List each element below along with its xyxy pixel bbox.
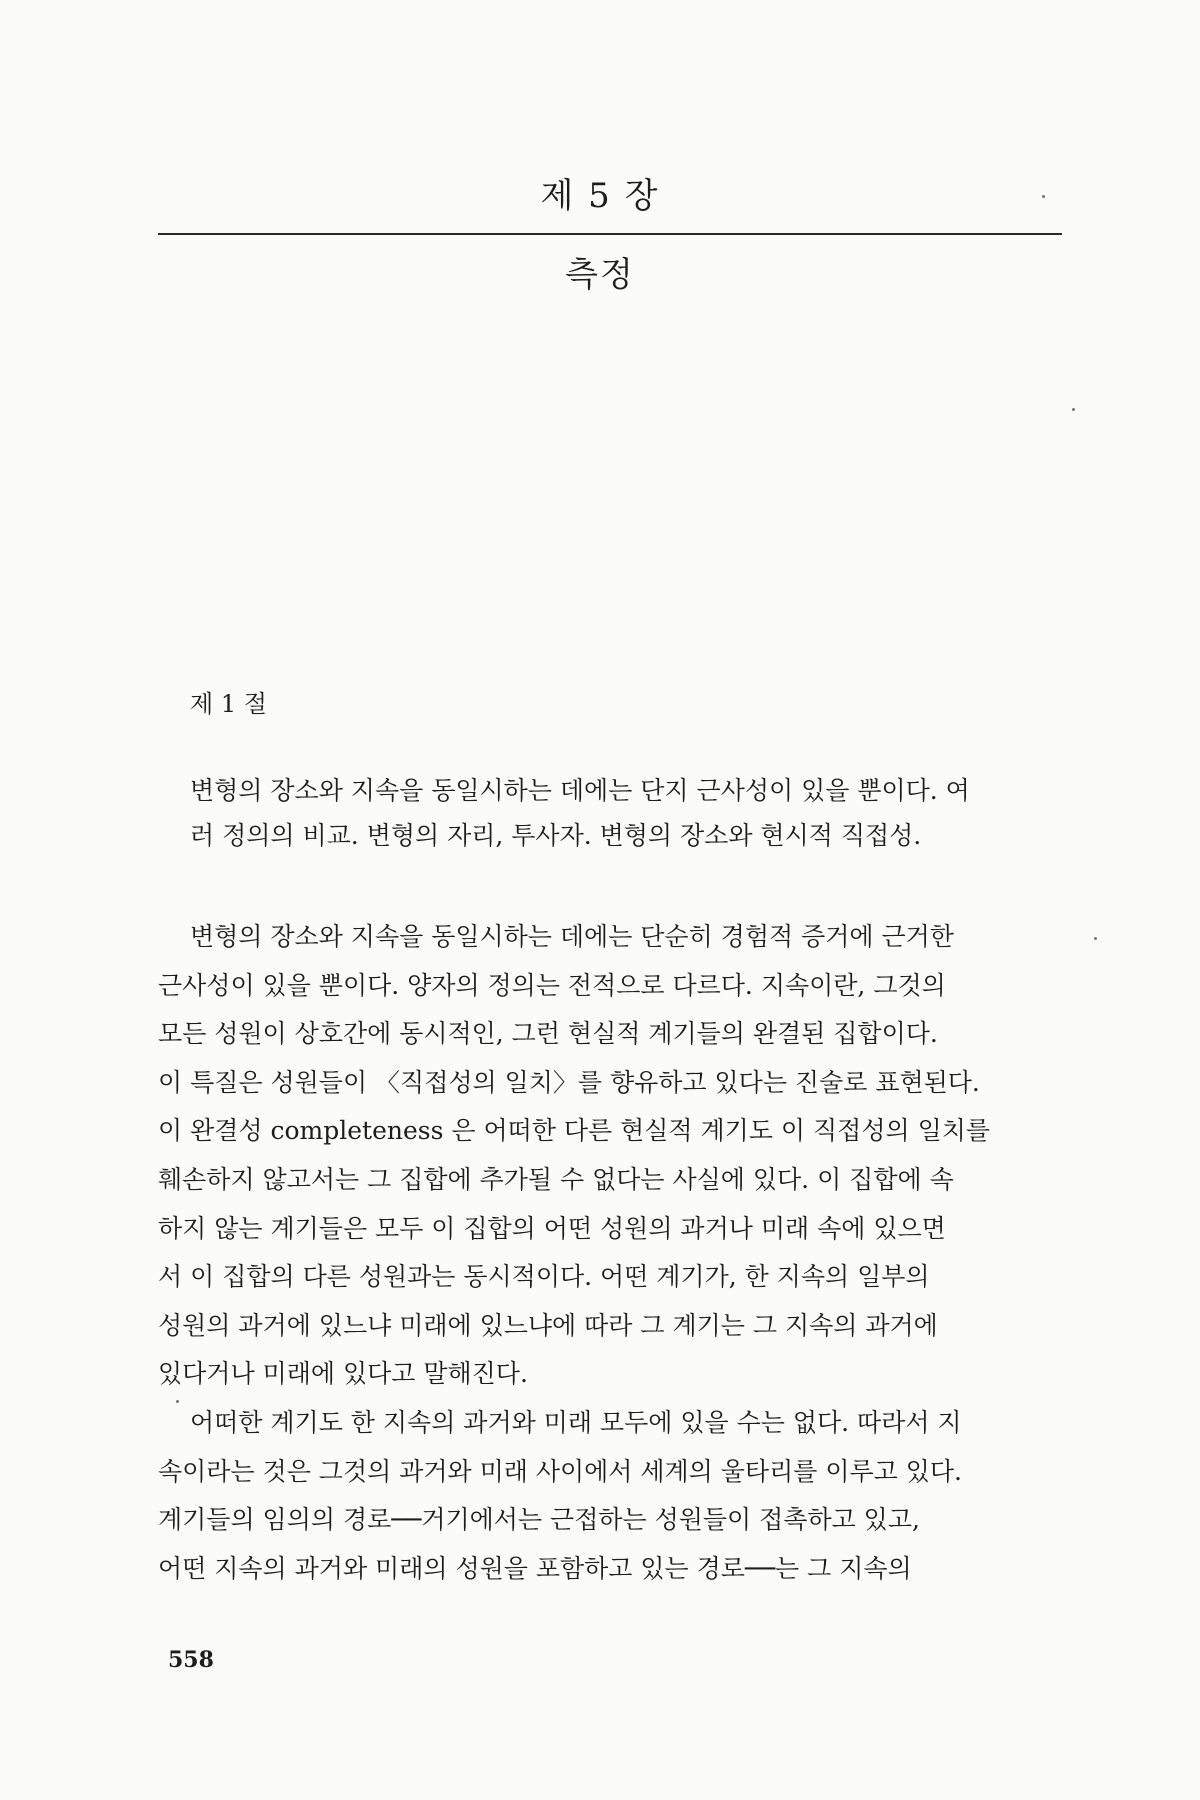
chapter-number: 제 5 장 [540, 176, 660, 216]
scan-speck [1072, 408, 1075, 411]
body-line: 있다거나 미래에 있다고 말해진다. [158, 1359, 528, 1389]
body-line: 계기들의 임의의 경로──거기에서는 근접하는 성원들이 접촉하고 있고, [158, 1505, 920, 1535]
body-line: 서 이 집합의 다른 성원과는 동시적이다. 어떤 계기가, 한 지속의 일부의 [158, 1262, 930, 1292]
scan-speck [1042, 195, 1045, 198]
section-label: 제 1 절 [190, 690, 267, 718]
body-text [158, 913, 1062, 1593]
summary-line: 변형의 장소와 지속을 동일시하는 데에는 단지 근사성이 있을 뿐이다. 여 [190, 776, 970, 805]
body-line: 근사성이 있을 뿐이다. 양자의 정의는 전적으로 다르다. 지속이란, 그것의 [158, 970, 946, 1000]
body-line: 어떠한 계기도 한 지속의 과거와 미래 모두에 있을 수는 없다. 따라서 지 [190, 1407, 962, 1437]
chapter-title: 측정 [565, 255, 635, 295]
body-line: 성원의 과거에 있느냐 미래에 있느냐에 따라 그 계기는 그 지속의 과거에 [158, 1310, 938, 1340]
body-line: 모든 성원이 상호간에 동시적인, 그런 현실적 계기들의 완결된 집합이다. [158, 1019, 938, 1049]
body-line: 이 완결성 completeness 은 어떠한 다른 현실적 계기도 이 직접성의 일치를 [158, 1116, 991, 1146]
body-line: 어떤 지속의 과거와 미래의 성원을 포함하고 있는 경로──는 그 지속의 [158, 1553, 912, 1583]
section-summary [190, 768, 1060, 858]
body-line: 변형의 장소와 지속을 동일시하는 데에는 단순히 경험적 증거에 근거한 [190, 922, 954, 951]
body-line: 이 특질은 성원들이 〈직접성의 일치〉를 향유하고 있다는 진술로 표현된다. [158, 1067, 980, 1097]
body-line: 훼손하지 않고서는 그 집합에 추가될 수 없다는 사실에 있다. 이 집합에 속 [158, 1164, 954, 1194]
summary-line: 러 정의의 비교. 변형의 자리, 투사자. 변형의 장소와 현시적 직접성. [190, 821, 922, 850]
page-number: 558 [168, 1647, 214, 1673]
body-line: 속이라는 것은 그것의 과거와 미래 사이에서 세계의 울타리를 이루고 있다. [158, 1456, 962, 1486]
chapter-divider [158, 233, 1062, 235]
scan-speck [1094, 937, 1097, 940]
scan-speck [176, 1400, 179, 1403]
body-line: 하지 않는 계기들은 모두 이 집합의 어떤 성원의 과거나 미래 속에 있으면 [158, 1213, 946, 1243]
